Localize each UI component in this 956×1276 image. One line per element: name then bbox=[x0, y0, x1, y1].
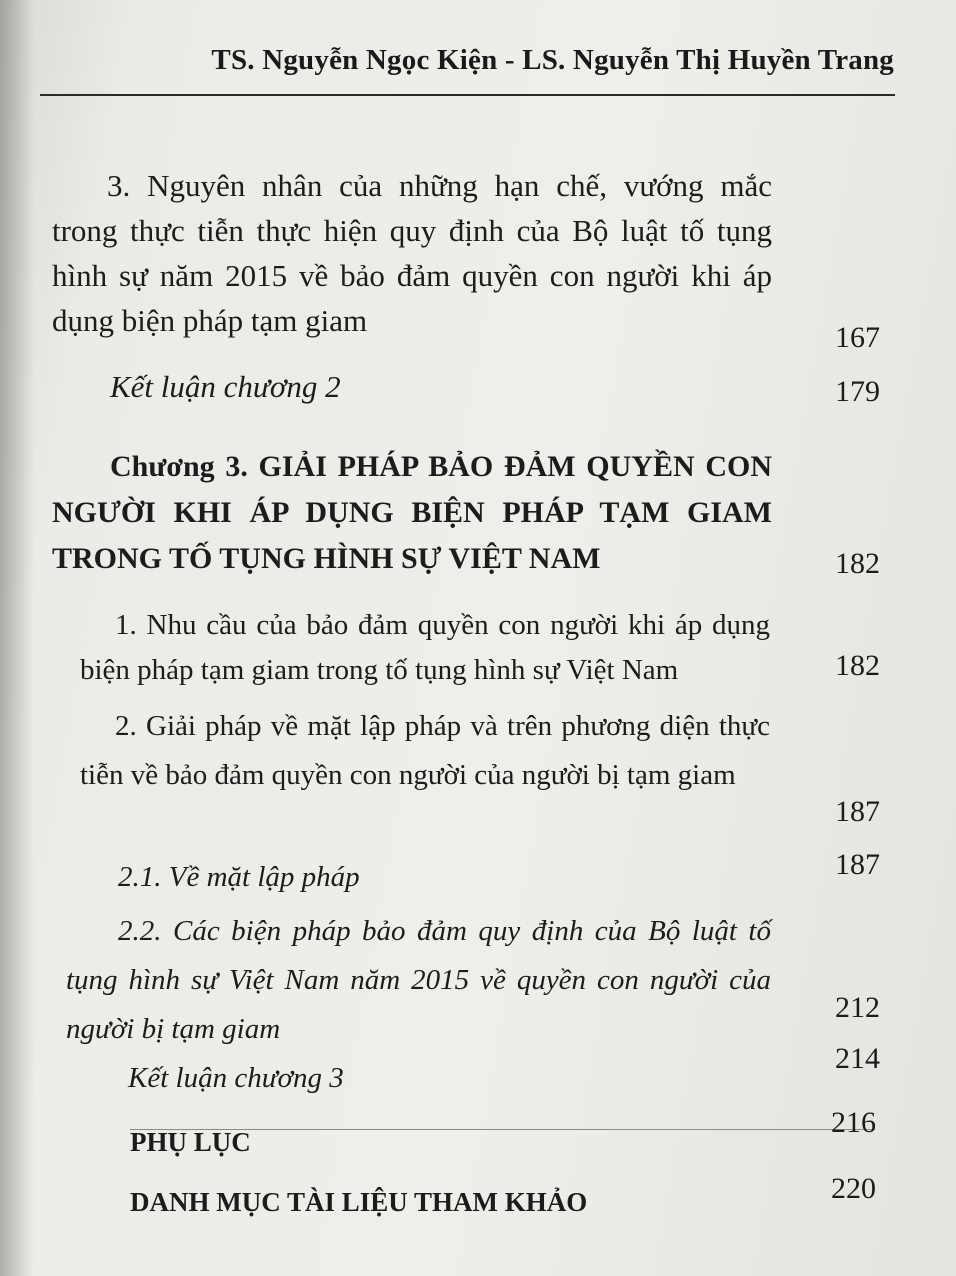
toc-entry-text: Kết luận chương 3 bbox=[128, 1062, 344, 1094]
toc-page-number: 214 bbox=[835, 1042, 880, 1075]
toc-page-number: 220 bbox=[831, 1172, 876, 1205]
running-header: TS. Nguyễn Ngọc Kiện - LS. Nguyễn Thị Huyền Trang bbox=[211, 44, 894, 76]
toc-page-number: 187 bbox=[835, 848, 880, 881]
header-rule bbox=[40, 94, 895, 96]
toc-chapter-title: Chương 3. GIẢI PHÁP BẢO ĐẢM QUYỀN CON NGƯỜI KHI ÁP DỤNG BIỆN PHÁP TẠM GIAM TRONG TỐ TỤNG HÌNH SỰ VIỆT NAM bbox=[52, 450, 772, 575]
toc-page-number: 182 bbox=[835, 649, 880, 682]
toc-entry-text: 2.2. Các biện pháp bảo đảm quy định của Bộ luật tố tụng hình sự Việt Nam năm 2015 về quyền con người của người bị tạm giam bbox=[66, 915, 771, 1045]
page-edge-shadow bbox=[0, 0, 34, 1276]
toc-page-number: 212 bbox=[835, 991, 880, 1024]
toc-entry-ket-luan-3 bbox=[128, 1056, 628, 1101]
toc-entry-text: PHỤ LỤC bbox=[130, 1127, 251, 1157]
toc-entry-text: Kết luận chương 2 bbox=[110, 369, 341, 404]
toc-page-number: 182 bbox=[835, 547, 880, 580]
toc-entry-text: 2.1. Về mặt lập pháp bbox=[118, 861, 360, 893]
toc-entry-phu-luc bbox=[130, 1120, 630, 1165]
toc-page-number: 179 bbox=[835, 375, 880, 408]
toc-page-number: 187 bbox=[835, 795, 880, 828]
toc-entry-danh-muc bbox=[130, 1180, 750, 1225]
toc-entry-text: 3. Nguyên nhân của những hạn chế, vướng mắc trong thực tiễn thực hiện quy định của Bộ luật tố tụng hình sự năm 2015 về bảo đảm quyền con người khi áp dụng biện pháp tạm giam bbox=[52, 168, 772, 338]
toc-entry-3-2-2 bbox=[66, 907, 771, 1054]
toc-entry-3-1 bbox=[80, 603, 770, 693]
toc-entry-text: 1. Nhu cầu của bảo đảm quyền con người khi áp dụng biện pháp tạm giam trong tố tụng hình sự Việt Nam bbox=[80, 609, 770, 686]
toc-page-number: 167 bbox=[835, 321, 880, 354]
toc-entry-text: DANH MỤC TÀI LIỆU THAM KHẢO bbox=[130, 1187, 588, 1217]
toc-entry-3-2 bbox=[80, 702, 770, 800]
toc-entry-ket-luan-2 bbox=[110, 364, 710, 409]
toc-entry-3-2-1 bbox=[118, 855, 618, 900]
toc-chapter-3 bbox=[52, 444, 772, 582]
toc-entry-text: 2. Giải pháp về mặt lập pháp và trên phương diện thực tiễn về bảo đảm quyền con người của người bị tạm giam bbox=[80, 710, 770, 791]
toc-entry-3 bbox=[52, 163, 772, 343]
toc-page-number: 216 bbox=[831, 1106, 876, 1139]
